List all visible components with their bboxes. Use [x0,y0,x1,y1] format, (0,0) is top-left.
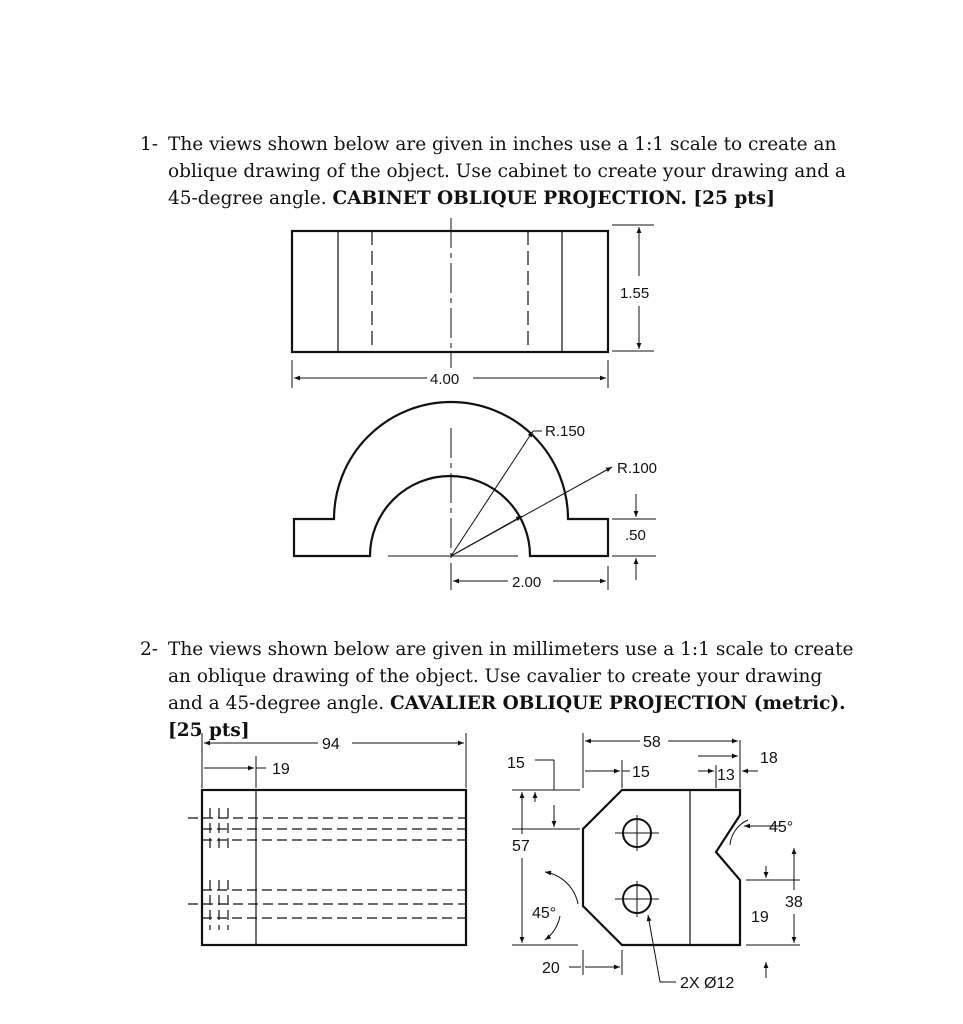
dim-holes: 2X Ø12 [680,975,735,992]
question-1-number: 1- [140,134,159,155]
question-2-number: 2- [140,639,159,660]
question-1-emphasis: CABINET OBLIQUE PROJECTION. [25 pts] [332,188,775,209]
question-2-text: The views shown below are given in millimeters use a 1:1 scale to create an oblique drawing of the object. Use cavalier to create your drawing and a 45-degree angle. [168,639,854,714]
dim-bottom-20: 20 [542,960,560,977]
dim-outer-radius: R.150 [545,423,586,440]
dim-slot-angle: 45° [769,819,794,836]
dim-slot-width-13: 13 [717,767,735,784]
drawing-2-front-view [512,733,800,982]
dim-depth-step-19: 19 [272,761,290,778]
drawing-1-side-view [294,402,656,590]
drawing-2-side-view [188,733,466,945]
dim-height-57: 57 [512,838,530,855]
dim-chamfer-width-15: 15 [632,764,650,781]
dim-slot-height-38: 38 [785,894,803,911]
question-2-emphasis: CAVALIER OBLIQUE PROJECTION (metric). [25 pts] [168,693,846,741]
dim-top-right-18: 18 [760,750,778,767]
dim-inner-radius: R.100 [617,460,658,477]
side-view-2-outline [202,790,466,945]
dim-chamfer-height-15: 15 [507,755,525,772]
dim-base-thickness: .50 [625,527,646,544]
dim-slot-depth-19: 19 [751,909,769,926]
dim-depth-94: 94 [322,736,340,753]
question-1-text: The views shown below are given in inches use a 1:1 scale to create an oblique drawing of the object. Use cabinet to create your drawing and a 45-degree angle. [168,134,846,209]
front-view-outline [292,231,608,352]
drawing-1-front-view [292,218,654,388]
dim-height-1-55: 1.55 [620,285,650,302]
dim-chamfer-angle: 45° [532,905,557,922]
front-view-2-outline [583,790,740,945]
dim-width-4-00: 4.00 [430,371,460,388]
dim-half-width: 2.00 [512,574,542,591]
dim-width-58: 58 [643,734,661,751]
